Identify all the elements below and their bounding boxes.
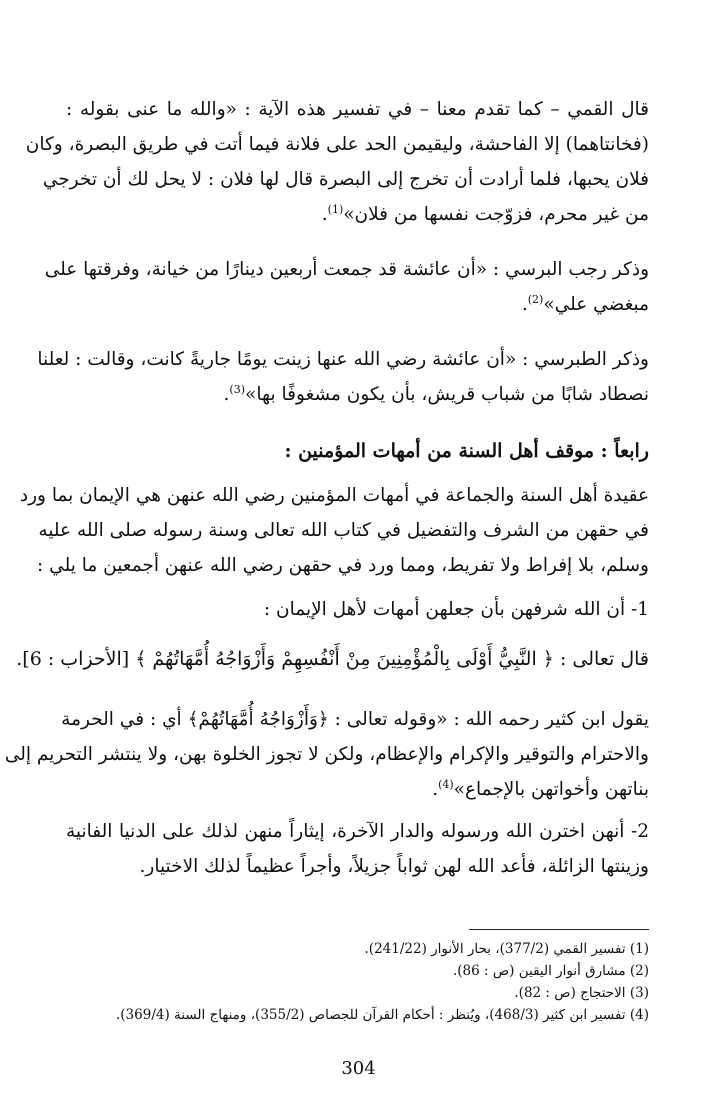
footnote-ref: (2) xyxy=(527,292,544,306)
footnote: (2) مشارق أنوار اليقين (ص : 86). xyxy=(452,963,649,979)
text-line: يقول ابن كثير رحمه الله : «وقوله تعالى : ﴿وَأَزْوَاجُهُ أُمَّهَاتُهُمْ﴾ أي : في الحرمة xyxy=(61,709,649,730)
text-line xyxy=(66,197,649,232)
paragraph-point-2 xyxy=(66,814,649,884)
footnote-ref: (1) xyxy=(327,202,344,216)
text-line: 2- أنهن اخترن الله ورسوله والدار الآخرة، إيثاراً منهن لذلك على الدنيا الفانية xyxy=(66,821,649,842)
paragraph-ibn-kathir xyxy=(4,702,649,807)
footnotes-list xyxy=(66,938,649,1026)
text-line xyxy=(66,287,649,322)
footnote-separator xyxy=(469,929,649,930)
text-fragment: . xyxy=(321,204,328,225)
text-fragment: بناتهن وأخواتهن بالإجماع» xyxy=(453,779,649,800)
text-fragment: مبغضي علي» xyxy=(543,294,649,315)
text-line: والاحترام والتوقير والإكرام والإعظام، ولكن لا تجوز الخلوة بهن، ولا ينتشر التحريم إلى xyxy=(4,744,649,765)
text-line xyxy=(66,377,649,412)
footnote: (3) الاحتجاج (ص : 82). xyxy=(514,985,649,1001)
footnote: (4) تفسير ابن كثير (468/3)، ويُنظر : أحكام القرآن للجصاص (355/2)، ومنهاج السنة (369/4). xyxy=(115,1007,649,1023)
text-fragment: . xyxy=(521,294,528,315)
page-number: 304 xyxy=(341,1058,376,1079)
text-line: 1- أن الله شرفهن بأن جعلهن أمهات لأهل الإيمان : xyxy=(263,599,649,620)
text-line: وذكر رجب البرسي : «أن عائشة قد جمعت أربعين دينارًا من خيانة، وفرقتها على xyxy=(44,259,649,280)
text-fragment: . xyxy=(432,779,439,800)
section-heading: رابعاً : موقف أهل السنة من أمهات المؤمنين : xyxy=(284,440,649,462)
text-fragment: . xyxy=(223,384,230,405)
text-line: قال القمي – كما تقدم معنا – في تفسير هذه الآية : «والله ما عنى بقوله : xyxy=(66,99,649,120)
footnote-ref: (3) xyxy=(229,382,246,396)
paragraph-bursi xyxy=(44,252,649,322)
text-line: وسلم، بلا إفراط ولا تفريط، ومما ورد في حقهن رضي الله عنهن أجمعين ما يلي : xyxy=(37,555,649,576)
paragraph-tabarsi xyxy=(37,342,649,412)
text-line xyxy=(66,772,649,807)
text-fragment: من غير محرم، فزوّجت نفسها من فلان» xyxy=(343,204,649,225)
text-line: فلان يحبها، فلما أرادت أن تخرج إلى البصرة قال لها فلان : لا يحل لك أن تخرجي xyxy=(42,169,649,190)
text-fragment: نصطاد شابًا من شباب قريش، بأن يكون مشغوفًا بها» xyxy=(245,384,649,405)
text-line: قال تعالى : ﴿ النَّبِيُّ أَوْلَى بِالْمُؤْمِنِينَ مِنْ أَنْفُسِهِمْ وَأَزْوَاجُهُ أُمَّهَاتُهُمْ ﴾ [الأحزاب : 6]. xyxy=(16,648,649,670)
text-line: عقيدة أهل السنة والجماعة في أمهات المؤمنين رضي الله عنهن هي الإيمان بما ورد xyxy=(19,485,649,506)
text-line: (فخانتاهما) إلا الفاحشة، وليقيمن الحد على فلانة فيما أتت في طريق البصرة، وكان xyxy=(25,134,649,155)
paragraph-qummi xyxy=(25,92,649,232)
paragraph-quran-verse xyxy=(16,642,649,677)
footnote-ref: (4) xyxy=(438,777,454,791)
paragraph-point-1 xyxy=(66,592,649,627)
text-line: في حقهن من الشرف والتفضيل في كتاب الله تعالى وسنة رسوله صلى الله عليه xyxy=(38,520,649,541)
text-line: وذكر الطبرسي : «أن عائشة رضي الله عنها زينت يومًا جاريةً كانت، وقالت : لعلنا xyxy=(37,349,649,370)
paragraph-creed xyxy=(19,478,649,583)
text-line: وزينتها الزائلة، فأعد الله لهن ثواباً جزيلاً، وأجراً عظيماً لذلك الاختيار. xyxy=(139,856,649,877)
footnote: (1) تفسير القمي (377/2)، بحار الأنوار (241/22). xyxy=(364,941,649,957)
